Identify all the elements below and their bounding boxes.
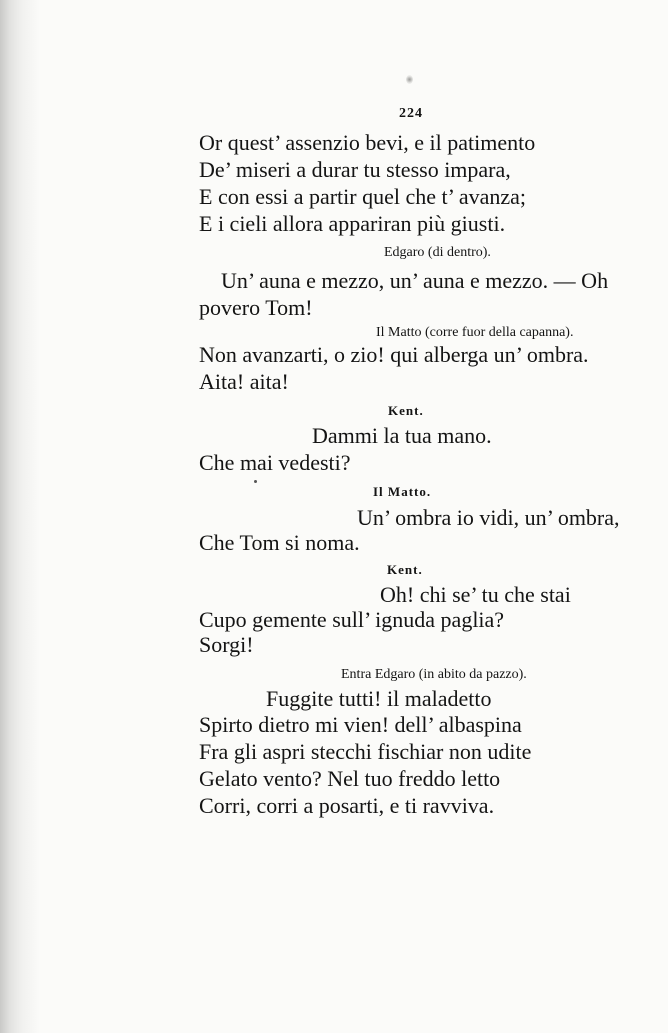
paper-speck [406,75,413,84]
verse-line: Or quest’ assenzio bevi, e il patimento [199,130,536,155]
verse-line: Un’ auna e mezzo, un’ auna e mezzo. — Oh [221,268,609,293]
verse-line: Corri, corri a posarti, e ti ravviva. [199,793,495,818]
page-edge-shadow [0,0,40,1033]
verse-line: Che mai vedesti? [199,450,351,475]
verse-line: E con essi a partir quel che t’ avanza; [199,184,526,209]
verse-line: E i cieli allora appariran più giusti. [199,211,506,236]
speaker-name: Kent. [387,562,423,577]
verse-line: Non avanzarti, o zio! qui alberga un’ ombra. [199,342,589,367]
verse-line: De’ miseri a durar tu stesso impara, [199,157,511,182]
verse-line: Sorgi! [199,632,254,657]
stage-direction: Il Matto (corre fuor della capanna). [376,325,574,340]
verse-line: Aita! aita! [199,369,289,394]
verse-line: Un’ ombra io vidi, un’ ombra, [357,505,620,530]
verse-line: Dammi la tua mano. [312,423,492,448]
speaker-name: Il Matto. [373,484,432,499]
verse-line: Gelato vento? Nel tuo freddo letto [199,766,501,791]
stage-direction: Edgaro (di dentro). [384,245,491,260]
verse-line: Spirto dietro mi vien! dell’ albaspina [199,712,522,737]
verse-line: povero Tom! [199,295,313,320]
speaker-name: Kent. [388,403,424,418]
verse-line: Oh! chi se’ tu che stai [380,582,571,607]
verse-line: Fuggite tutti! il maladetto [266,686,492,711]
verse-line: Che Tom si noma. [199,530,360,555]
verse-line: Cupo gemente sull’ ignuda paglia? [199,607,505,632]
verse-line: Fra gli aspri stecchi fischiar non udite [199,739,532,764]
stage-direction: Entra Edgaro (in abito da pazzo). [341,667,527,682]
page-number: 224 [399,106,423,121]
ink-dot [254,480,257,483]
